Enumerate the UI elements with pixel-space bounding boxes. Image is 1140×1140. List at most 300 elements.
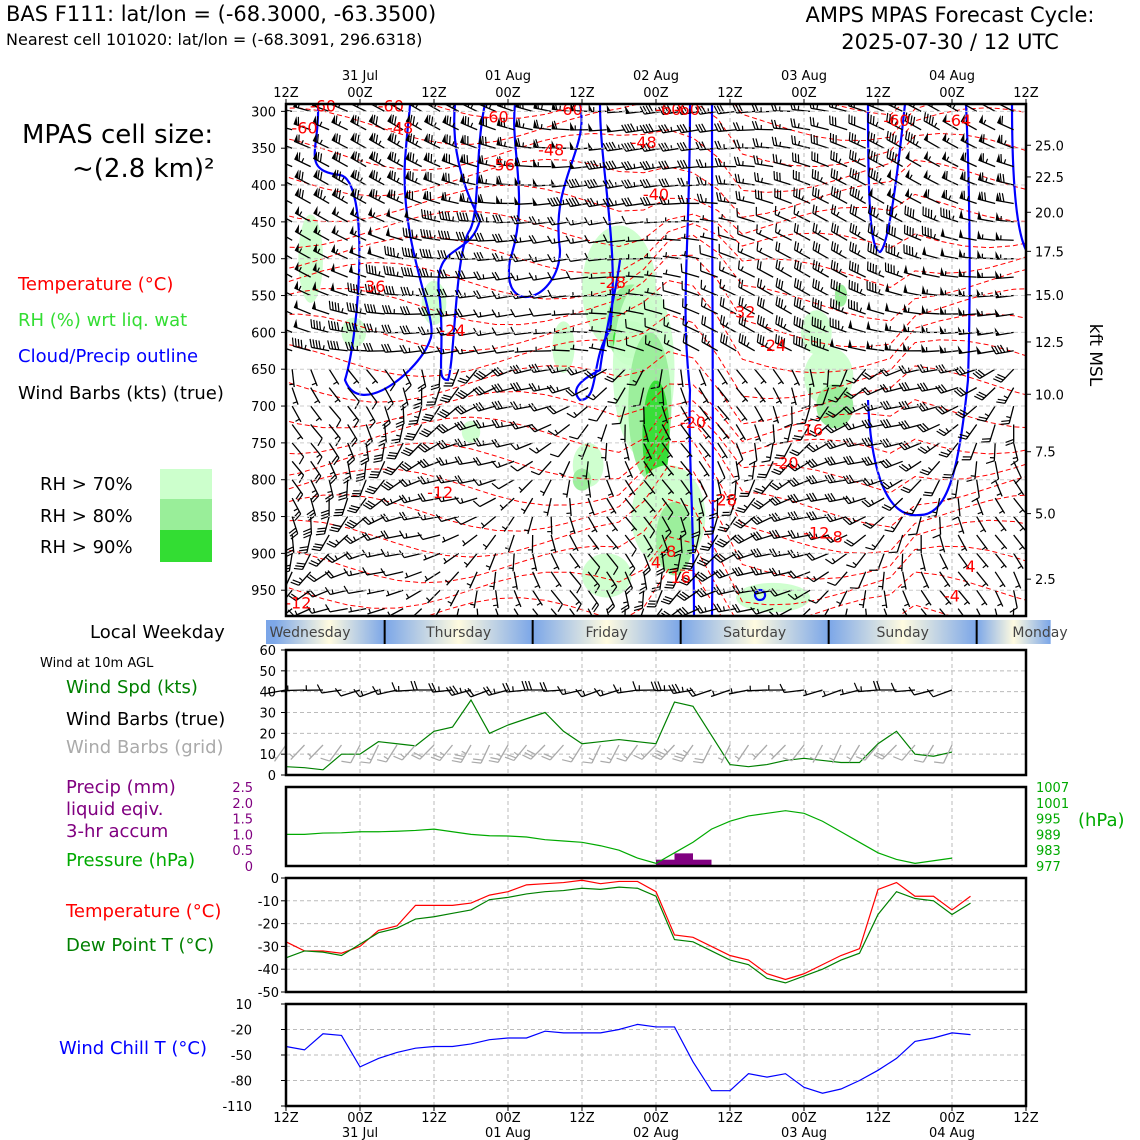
weekday-strip — [266, 620, 1068, 644]
wind-barb-halffeather — [551, 549, 555, 550]
weekday-label: Saturday — [723, 625, 787, 641]
wind-barb-halffeather — [373, 212, 375, 216]
wind-barb-feather — [473, 501, 479, 507]
wind-barb-halffeather — [610, 308, 611, 312]
precip-ytick-label: 1.5 — [232, 812, 253, 828]
wind-barb-shaft — [425, 572, 440, 582]
wind-barb-halffeather — [299, 212, 301, 216]
wind-barb-halffeather — [860, 289, 862, 293]
wind-barb-shaft — [848, 327, 865, 332]
wind-barb-feather — [831, 279, 832, 288]
wind-barb-halffeather — [610, 325, 611, 329]
wind-barb-feather — [459, 232, 462, 240]
wind-barb-flag — [442, 153, 446, 162]
wind-barb-feather — [423, 249, 425, 257]
wind-barb-feather — [373, 461, 381, 463]
wind-barb-flag — [977, 230, 981, 239]
profile-ytick-label: 850 — [251, 510, 276, 526]
wind-barb-halffeather — [397, 272, 398, 276]
wind-barb-feather — [389, 286, 391, 294]
wind-barb-feather — [409, 421, 418, 422]
wind-barb-shaft — [332, 213, 348, 222]
wind-barb-feather — [467, 155, 468, 164]
wind-barb-halffeather — [674, 564, 678, 565]
temp-ytick-label: -30 — [257, 940, 279, 956]
wind-ytick-label: 30 — [259, 706, 276, 722]
wind-barb-true-halffeather — [460, 688, 461, 693]
profile-top-tick-label: 00Z — [495, 86, 521, 101]
wind-barb-feather — [351, 283, 352, 292]
wind-barb-halffeather — [466, 376, 470, 379]
wind-barb-feather — [510, 443, 516, 449]
wind-barb-feather — [738, 174, 740, 182]
wind-barb-halffeather — [443, 537, 445, 541]
wind-barb-feather — [871, 206, 872, 215]
wind-barb-feather — [550, 454, 558, 457]
wind-barb-feather — [776, 224, 777, 233]
wind-barb-feather — [407, 287, 410, 295]
wind-barb-halffeather — [634, 164, 635, 168]
dewpoint-legend: Dew Point T (°C) — [66, 935, 215, 956]
wind-barb-halffeather — [853, 562, 857, 565]
wind-barb-feather — [757, 156, 759, 164]
wind-barb-halffeather — [704, 303, 706, 307]
wind-barb-halffeather — [927, 367, 928, 371]
wind-barb-feather — [721, 333, 722, 342]
wind-barb-feather — [998, 399, 1007, 400]
wind-barb-feather — [387, 467, 395, 470]
wind-barb-flag — [976, 327, 981, 335]
wind-barb-feather — [424, 417, 432, 419]
wind-barb-feather — [511, 466, 518, 471]
wind-barb-feather — [802, 339, 803, 348]
wind-barb-feather — [739, 278, 740, 287]
wind-barb-true-feather — [522, 681, 525, 690]
wind-barb-true-halffeather — [361, 691, 363, 696]
wind-barb-halffeather — [984, 120, 986, 124]
wind-barb-halffeather — [871, 405, 872, 409]
wind-barb-feather — [312, 549, 321, 550]
wind-barb-feather — [405, 267, 407, 275]
wind-barb-feather — [455, 518, 461, 524]
wind-barb-feather — [426, 249, 428, 257]
wind-barb-shaft — [460, 142, 477, 148]
profile-top-tick-label: 00Z — [791, 86, 817, 101]
weekday-label: Wednesday — [269, 625, 351, 641]
wind-barb-halffeather — [444, 558, 447, 562]
wind-barb-feather — [837, 244, 838, 253]
wind-barb-shaft — [773, 388, 781, 404]
wind-barb-feather — [449, 174, 450, 183]
wind-barb-feather — [792, 135, 793, 144]
wind-barb-shaft — [718, 388, 729, 402]
wind-barb-feather — [442, 211, 444, 219]
wind-barb-feather — [702, 315, 703, 324]
wind-barb-feather — [920, 472, 928, 475]
wind-barb-halffeather — [312, 383, 316, 385]
profile-right-tick-label: 7.5 — [1035, 445, 1056, 461]
wind-barb-feather — [800, 263, 801, 272]
profile-top-date-label: 02 Aug — [632, 69, 680, 84]
wind-barb-halffeather — [342, 196, 344, 200]
wind-barb-feather — [794, 223, 795, 232]
profile-top-tick-label: 00Z — [939, 86, 965, 101]
wind-barb-feather — [439, 211, 441, 219]
wind-barb-feather — [443, 395, 451, 397]
wind-barb-halffeather — [283, 159, 285, 163]
wind-barb-halffeather — [797, 552, 798, 556]
wind-barb-halffeather — [723, 436, 727, 439]
wind-barb-feather — [548, 254, 552, 261]
wind-barb-feather — [301, 340, 302, 349]
wind-barb-feather — [812, 169, 813, 178]
wind-barb-feather — [299, 550, 308, 551]
wind-barb-feather — [799, 318, 800, 327]
precip-bar — [675, 853, 694, 866]
wind-barb-feather — [796, 336, 797, 345]
wind-barb-feather — [370, 324, 373, 332]
wind-barb-shaft — [330, 609, 348, 612]
wind-barb-feather — [853, 187, 854, 196]
wind-barb-feather — [273, 602, 281, 605]
wind-barb-shaft — [558, 443, 569, 457]
wind-barb-halffeather — [778, 381, 782, 384]
wind-barb-halffeather — [390, 499, 392, 503]
temperature-contour — [274, 5, 1039, 43]
wind-barb-feather — [318, 188, 319, 197]
wind-barb-feather — [369, 265, 370, 274]
wind-barb-shaft — [867, 329, 885, 333]
legend-rh90-label: RH > 90% — [40, 537, 133, 558]
temperature-label: -64 — [945, 111, 972, 131]
legend-rh: RH (%) wrt liq. wat — [18, 310, 188, 331]
wind-barb-halffeather — [517, 444, 519, 448]
wind-barb-feather — [853, 224, 854, 233]
wind-barb-flag — [977, 250, 981, 258]
wind-barb-halffeather — [1006, 417, 1010, 418]
wind-barb-feather — [941, 452, 949, 455]
wind-barb-halffeather — [722, 267, 724, 271]
wind-barb-grid-feather — [562, 760, 571, 762]
wind-barb-shaft — [978, 199, 995, 203]
wind-barb-feather — [529, 273, 533, 280]
wind-barb-shaft — [607, 498, 616, 513]
wind-barb-feather — [816, 224, 817, 233]
wind-barb-halffeather — [539, 219, 540, 223]
wind-barb-feather — [831, 186, 832, 195]
temperature-label: -60 — [883, 111, 910, 131]
wind-barb-feather — [402, 247, 404, 255]
wind-barb-halffeather — [891, 527, 895, 529]
wind-barb-flag — [941, 228, 945, 237]
wind-barb-feather — [295, 566, 304, 567]
wind-barb-halffeather — [985, 414, 989, 416]
bottom-time-axis — [273, 1106, 1039, 1140]
wind-barb-halffeather — [354, 381, 358, 384]
wind-barb-feather — [889, 225, 890, 234]
wind-barb-feather — [855, 226, 856, 235]
wind-barb-feather — [402, 267, 404, 275]
wind-barb-feather — [778, 317, 779, 326]
wind-barb-halffeather — [743, 196, 744, 200]
profile-top-tick-label: 12Z — [865, 86, 891, 101]
wind-barb-feather — [837, 263, 838, 272]
forecast-cycle-line1: AMPS MPAS Forecast Cycle: — [805, 3, 1095, 27]
wind-barb-shaft — [977, 517, 986, 533]
wind-barb-feather — [797, 280, 798, 289]
wind-barb-halffeather — [348, 454, 352, 456]
wind-barb-grid-shaft — [626, 745, 638, 761]
wind-barb-flag — [331, 282, 335, 291]
wind-barb-feather — [757, 477, 766, 478]
wind-barb-shaft — [904, 272, 921, 277]
wind-barb-halffeather — [330, 472, 334, 474]
wind-barb-feather — [1002, 193, 1004, 201]
wind-speed-legend: Wind Spd (kts) — [66, 677, 198, 698]
wind-barb-halffeather — [879, 289, 881, 293]
wind-barb-halffeather — [299, 286, 301, 290]
wind-barb-feather — [405, 248, 407, 256]
wind-barb-flag — [922, 305, 926, 313]
wind-barb-halffeather — [704, 286, 706, 290]
wind-barb-feather — [924, 94, 925, 103]
wind-barb-grid-halffeather — [384, 756, 388, 759]
wind-barb-shaft — [533, 572, 540, 588]
wind-barb-halffeather — [794, 383, 798, 385]
wind-barb-feather — [334, 322, 335, 331]
wind-barb-halffeather — [743, 179, 744, 183]
wind-ytick-label: 10 — [259, 748, 276, 764]
wind-barb-feather — [577, 586, 581, 593]
wind-barb-feather — [371, 304, 373, 312]
wind-barb-feather — [331, 341, 333, 349]
wind-barb-feather — [813, 118, 814, 127]
wind-barb-shaft — [755, 443, 757, 461]
wind-barb-feather — [850, 186, 851, 195]
wind-barb-shaft — [276, 287, 292, 295]
wind-barb-halffeather — [1001, 565, 1005, 568]
wind-barb-halffeather — [629, 566, 633, 568]
wind-barb-flag — [277, 243, 281, 252]
wind-barb-feather — [834, 152, 835, 161]
wind-barb-feather — [895, 228, 896, 237]
wind-barb-feather — [443, 270, 446, 278]
wind-barb-feather — [887, 149, 888, 158]
wind-barb-halffeather — [312, 490, 316, 492]
wind-barb-flag — [995, 327, 1001, 335]
weekday-label: Monday — [1012, 625, 1068, 641]
wind-barb-halffeather — [890, 326, 891, 330]
wind-barb-grid-feather — [600, 761, 609, 762]
wind-barb-halffeather — [860, 308, 862, 312]
wind-barb-flag — [551, 179, 556, 187]
wind-barb-shaft — [794, 214, 810, 222]
wind-barb-halffeather — [532, 568, 536, 569]
wind-barb-halffeather — [397, 159, 399, 163]
wind-barb-feather — [795, 278, 796, 287]
wind-barb-shaft — [902, 553, 903, 571]
wind-barb-halffeather — [800, 249, 802, 253]
wind-barb-grid-feather — [361, 762, 370, 763]
wind-barb-feather — [739, 333, 740, 342]
wind-barb-shaft — [386, 235, 403, 240]
wind-10m-title: Wind at 10m AGL — [40, 656, 154, 671]
wind-barb-feather — [794, 297, 795, 306]
wind-barb-flag — [939, 345, 944, 353]
wind-barb-feather — [758, 474, 767, 475]
wind-barb-halffeather — [741, 266, 743, 270]
wind-barb-feather — [373, 189, 374, 198]
wind-barb-flag — [978, 191, 982, 200]
temperature-label: -12 — [285, 593, 312, 613]
wind-barb-feather — [321, 510, 329, 513]
profile-ytick-label: 450 — [251, 215, 276, 231]
wind-barb-feather — [316, 534, 325, 535]
profile-ytick-label: 550 — [251, 289, 276, 305]
chill-ytick-label: 10 — [235, 998, 252, 1013]
temperature-label: -24 — [439, 321, 466, 341]
wind-barb-feather — [367, 324, 370, 332]
wind-barb-grid-feather — [693, 762, 702, 763]
wind-barb-halffeather — [540, 491, 544, 493]
wind-barb-halffeather — [598, 437, 602, 438]
wind-barb-halffeather — [517, 275, 518, 279]
wind-barb-halffeather — [744, 505, 748, 508]
wind-barb-feather — [531, 471, 539, 474]
wind-barb-shaft — [905, 176, 921, 185]
wind-barb-feather — [932, 98, 933, 107]
wind-barb-feather — [374, 455, 382, 457]
wind-barb-halffeather — [647, 271, 648, 275]
wind-barb-halffeather — [493, 605, 497, 606]
wind-barb-feather — [455, 497, 460, 504]
wind-barb-halffeather — [966, 432, 970, 435]
wind-barb-halffeather — [741, 249, 743, 253]
weekday-label: Friday — [585, 625, 628, 641]
wind-barb-feather — [474, 328, 478, 335]
wind-barb-feather — [757, 242, 758, 251]
wind-barb-feather — [336, 116, 337, 125]
pressure-legend: Pressure (hPa) — [66, 850, 196, 871]
wind-barb-feather — [794, 205, 795, 214]
profile-ytick-label: 750 — [251, 436, 276, 452]
wind-barb-feather — [890, 151, 891, 160]
wind-barb-shaft — [755, 369, 766, 383]
wind-barb-halffeather — [481, 523, 484, 526]
wind-barb-shaft — [979, 141, 995, 148]
wind-barb-halffeather — [637, 126, 638, 130]
wind-barb-feather — [818, 263, 819, 272]
wind-barb-feather — [410, 268, 412, 276]
wind-barb-feather — [391, 439, 400, 440]
wind-barb-halffeather — [923, 585, 927, 587]
wind-barb-shaft — [332, 232, 348, 240]
wind-barb-feather — [376, 135, 377, 144]
wind-barb-feather — [336, 170, 337, 179]
wind-barb-halffeather — [820, 177, 822, 181]
wind-barb-flag — [960, 190, 964, 199]
wind-barb-halffeather — [1004, 140, 1006, 144]
wind-barb-flag — [460, 134, 464, 143]
wind-barb-halffeather — [1007, 347, 1008, 351]
wind-barb-flag — [921, 344, 926, 352]
wind-barb-feather — [834, 188, 835, 197]
wind-barb-halffeather — [336, 212, 338, 216]
wind-barb-feather — [500, 137, 501, 146]
wind-barb-halffeather — [296, 419, 300, 421]
wind-barb-feather — [834, 280, 835, 289]
wind-barb-feather — [853, 206, 854, 215]
wind-barb-halffeather — [858, 159, 860, 163]
wind-barb-feather — [390, 267, 392, 275]
profile-right-tick-label: 15.0 — [1035, 288, 1064, 304]
wind-barb-halffeather — [904, 604, 908, 606]
wind-barb-feather — [829, 98, 830, 107]
precip-legend-3: 3-hr accum — [66, 821, 169, 842]
wind-barb-halffeather — [327, 491, 331, 492]
temperature-label: -20 — [772, 453, 799, 473]
wind-barb-feather — [749, 461, 757, 465]
wind-barb-feather — [868, 114, 869, 123]
wind-barb-feather — [448, 212, 450, 220]
wind-barb-halffeather — [947, 157, 949, 161]
wind-barb-feather — [336, 134, 337, 143]
wind-barb-feather — [986, 461, 994, 464]
wind-barb-feather — [837, 189, 838, 198]
wind-barb-halffeather — [462, 349, 463, 353]
wind-barb-halffeather — [414, 416, 418, 417]
wind-barb-halffeather — [1018, 566, 1022, 568]
wind-barb-feather — [385, 469, 393, 472]
wind-barb-halffeather — [611, 511, 615, 513]
wind-barb-feather — [903, 487, 911, 490]
wind-barb-halffeather — [499, 312, 500, 316]
wind-barb-halffeather — [779, 570, 780, 574]
wind-barb-flag — [848, 339, 852, 348]
wind-barb-shaft — [504, 517, 514, 532]
wind-barb-flag — [349, 245, 353, 254]
wind-barb-flag — [997, 153, 1001, 162]
wind-barb-feather — [855, 245, 856, 254]
wind-barb-feather — [319, 341, 320, 350]
wind-barb-feather — [424, 210, 425, 219]
wind-barb-halffeather — [734, 476, 738, 477]
wind-barb-feather — [834, 243, 835, 252]
wind-barb-halffeather — [722, 456, 726, 458]
temp-ytick-label: -10 — [257, 894, 279, 910]
wind-barb-feather — [369, 477, 378, 478]
precip-pressure-panel — [232, 781, 1069, 875]
chill-ytick-label: -20 — [230, 1023, 252, 1039]
profile-right-tick-label: 25.0 — [1035, 139, 1064, 155]
wind-barb-feather — [321, 513, 329, 516]
wind-barb-shaft — [276, 177, 292, 185]
wind-barb-feather — [392, 171, 393, 180]
wind-barb-flag — [848, 320, 852, 329]
wind-barb-feather — [779, 280, 780, 289]
wind-barb-flag — [423, 171, 427, 180]
wind-barb-grid-shaft — [592, 745, 601, 763]
wind-barb-feather — [275, 599, 283, 602]
wind-barb-shaft — [461, 123, 478, 130]
wind-barb-shaft — [276, 326, 293, 333]
wind-barb-shaft — [996, 181, 1013, 185]
temperature-label: -28 — [710, 490, 737, 510]
wind-barb-feather — [794, 335, 795, 344]
wind-barb-feather — [797, 225, 798, 234]
wind-barb-flag — [940, 267, 944, 276]
wind-barb-grid-halffeather — [401, 754, 405, 757]
